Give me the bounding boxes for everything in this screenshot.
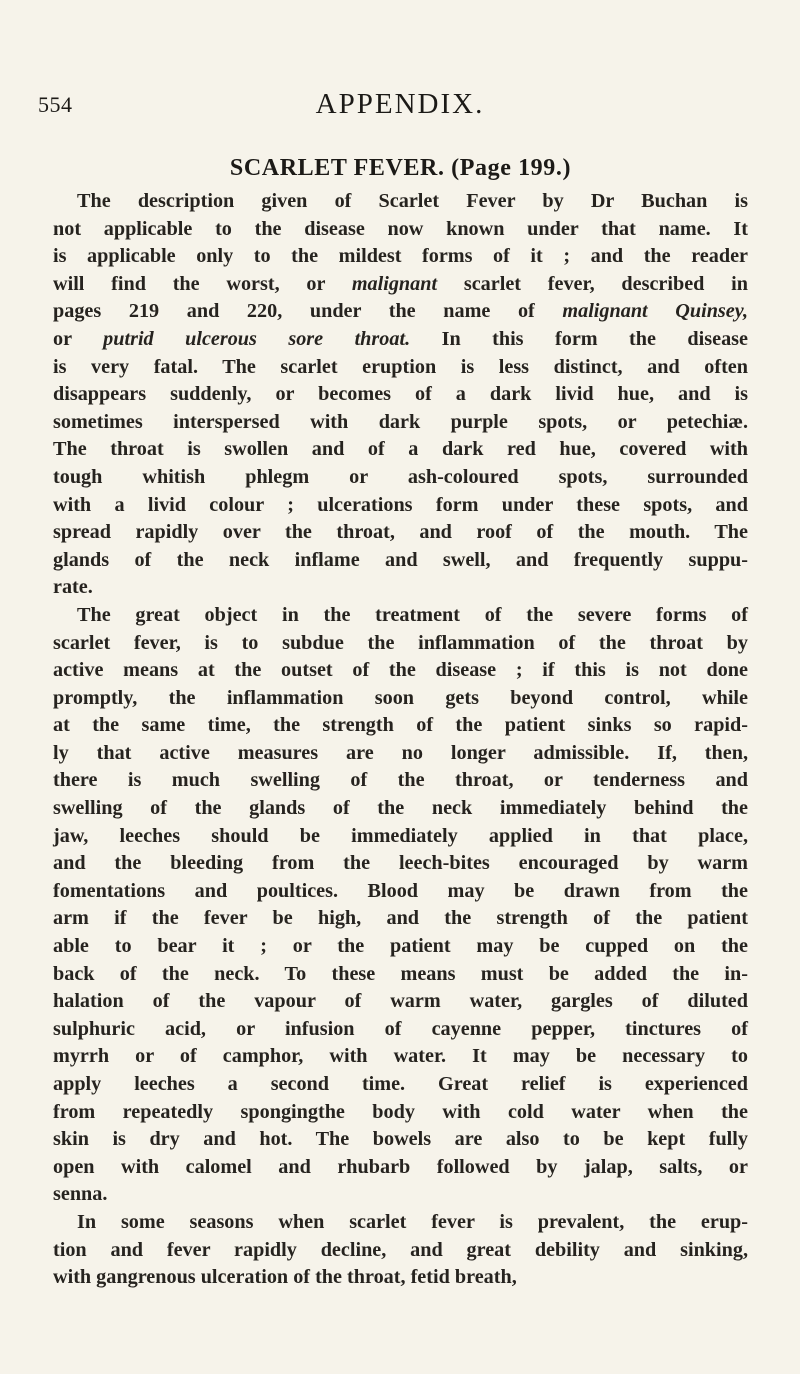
text-line	[53, 850, 748, 878]
text-line	[53, 1181, 748, 1209]
text-line	[53, 740, 748, 768]
text-run: with a livid colour ; ulcerations form under these spots, and	[53, 493, 748, 516]
text-line	[53, 961, 748, 989]
text-run: The description given of Scarlet Fever by Dr Buchan is	[77, 190, 748, 212]
text-line	[53, 381, 748, 409]
paragraph	[53, 188, 748, 602]
text-line	[53, 795, 748, 823]
italic-term: malignant	[351, 272, 438, 295]
text-line	[53, 878, 748, 906]
section-title: SCARLET FEVER. (Page 199.)	[229, 155, 572, 181]
text-line	[53, 1209, 748, 1237]
text-run: is very fatal. The scarlet eruption is less distinct, and often	[53, 355, 748, 378]
text-line	[53, 574, 748, 602]
text-run: glands of the neck inflame and swell, and frequently suppu-	[53, 548, 748, 571]
text-line	[53, 1154, 748, 1182]
text-run: sometimes interspersed with dark purple spots, or petechiæ.	[53, 410, 748, 433]
text-run: and the bleeding from the leech-bites encouraged by warm	[53, 852, 748, 875]
text-line	[53, 767, 748, 795]
running-head: APPENDIX.	[315, 88, 485, 120]
text-run: tough whitish phlegm or ash-coloured spots, surrounded	[53, 465, 748, 488]
italic-term: malignant Quinsey,	[562, 300, 749, 323]
text-run: there is much swelling of the throat, or tenderness and	[53, 769, 748, 792]
italic-term: putrid ulcerous sore throat.	[103, 327, 411, 350]
text-line	[53, 823, 748, 851]
text-line	[53, 492, 748, 520]
text-run: able to bear it ; or the patient may be cupped on the	[53, 935, 748, 958]
text-run: swelling of the glands of the neck immediately behind the	[53, 797, 748, 820]
text-line	[53, 464, 748, 492]
text-line	[53, 216, 748, 244]
text-run: rate.	[53, 576, 93, 599]
text-line	[53, 519, 748, 547]
text-line	[53, 298, 748, 326]
text-line	[53, 988, 748, 1016]
text-line	[53, 436, 748, 464]
text-run: fomentations and poultices. Blood may be drawn from the	[53, 879, 748, 902]
text-line	[53, 1016, 748, 1044]
text-run: back of the neck. To these means must be added the in-	[53, 962, 748, 985]
text-line	[53, 547, 748, 575]
text-line	[53, 712, 748, 740]
text-run: sulphuric acid, or infusion of cayenne pepper, tinctures of	[53, 1017, 748, 1040]
text-line	[53, 1043, 748, 1071]
text-run: disappears suddenly, or becomes of a dark livid hue, and is	[53, 383, 748, 406]
text-run: at the same time, the strength of the patient sinks so rapid-	[53, 714, 748, 737]
text-line	[53, 933, 748, 961]
text-run: spread rapidly over the throat, and roof of the mouth. The	[53, 521, 748, 544]
text-run: active means at the outset of the disease ; if this is not done	[53, 659, 748, 682]
paragraph	[53, 602, 748, 1209]
text-run: skin is dry and hot. The bowels are also to be kept fully	[53, 1128, 748, 1151]
text-run: promptly, the inflammation soon gets beyond control, while	[53, 686, 748, 709]
text-run: The throat is swollen and of a dark red hue, covered with	[53, 438, 748, 461]
text-run: The great object in the treatment of the severe forms of	[77, 603, 748, 626]
text-line	[53, 1237, 748, 1265]
text-line	[53, 1099, 748, 1127]
text-line	[53, 409, 748, 437]
text-line	[53, 326, 748, 354]
text-run: apply leeches a second time. Great relief is experienced	[53, 1073, 748, 1095]
text-line	[53, 354, 748, 382]
text-line	[53, 602, 748, 630]
text-run: In this form the disease	[410, 327, 748, 350]
text-line	[53, 657, 748, 685]
text-line	[53, 188, 748, 216]
text-line	[53, 1071, 748, 1099]
text-line	[53, 1264, 748, 1292]
text-run: In some seasons when scarlet fever is prevalent, the erup-	[77, 1210, 748, 1233]
text-run: is applicable only to the mildest forms of it ; and the reader	[53, 245, 748, 268]
text-run: pages 219 and 220, under the name of	[53, 300, 563, 323]
text-run: from repeatedly spongingthe body with cold water when the	[53, 1100, 748, 1123]
text-line	[53, 1126, 748, 1154]
text-line	[53, 905, 748, 933]
text-line	[53, 243, 748, 271]
text-run: jaw, leeches should be immediately applied in that place,	[53, 824, 748, 847]
text-run: myrrh or of camphor, with water. It may be necessary to	[53, 1045, 748, 1068]
text-run: with gangrenous ulceration of the throat, fetid breath,	[53, 1266, 517, 1289]
text-run: arm if the fever be high, and the strength of the patient	[53, 907, 748, 930]
text-run: tion and fever rapidly decline, and great debility and sinking,	[53, 1238, 748, 1261]
text-run: open with calomel and rhubarb followed by jalap, salts, or	[53, 1155, 748, 1178]
body-text	[53, 188, 748, 1292]
text-run: not applicable to the disease now known under that name. It	[53, 217, 748, 240]
text-run: halation of the vapour of warm water, gargles of diluted	[53, 990, 748, 1013]
text-line	[53, 685, 748, 713]
text-run: ly that active measures are no longer admissible. If, then,	[53, 741, 748, 764]
text-run: scarlet fever, is to subdue the inflammation of the throat by	[53, 631, 748, 654]
paragraph	[53, 1209, 748, 1292]
text-run: scarlet fever, described in	[437, 272, 748, 295]
text-run: senna.	[53, 1183, 108, 1206]
text-run: will find the worst, or	[53, 272, 352, 295]
page-number: 554	[38, 92, 73, 117]
text-line	[53, 271, 748, 299]
text-line	[53, 630, 748, 658]
text-run: or	[53, 327, 104, 350]
